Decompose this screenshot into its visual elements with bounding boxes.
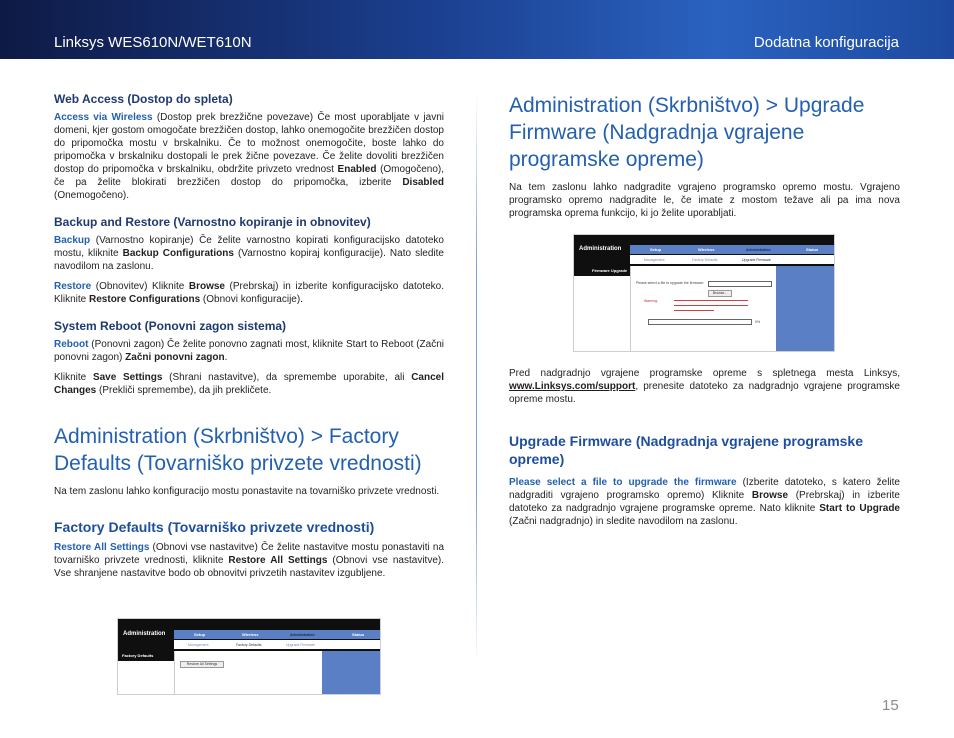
shot-tab-bar <box>174 630 381 639</box>
page-header <box>0 0 954 59</box>
backup-restore-heading: Backup and Restore (Varnostno kopiranje in obnovitev) <box>54 215 371 229</box>
upgrade-firmware-screenshot <box>573 234 835 352</box>
save-cancel-paragraph: Kliknite Save Settings (Shrani nastavitve), da spremembe uporabite, ali Cancel Changes (Prekliči spremembe), da jih prekličete. <box>54 372 444 396</box>
right-column-lower <box>509 367 900 528</box>
shot-warning: Warning: <box>644 299 658 303</box>
restore-term: Restore <box>54 281 92 292</box>
select-file-paragraph: Please select a file to upgrade the firmware (Izberite datoteko, s katero želite nadgraditi vgrajeno programsko opremo) Kliknite Browse (Prebrskaj) in izberite datoteko za nadgradnjo vgrajene programske opreme. Nato kliknite Start to Upgrade (Začni nadgradnjo) in sledite navodilom na zaslonu. <box>509 477 900 527</box>
pre-upgrade-paragraph: Pred nadgradnjo vgrajene programske opreme s spletnega mesta Linksys, www.Linksys.com/support, prenesite datoteko za nadgradnjo vgrajene programske opreme mostu. <box>509 368 900 405</box>
factory-defaults-subheading: Factory Defaults (Tovarniško privzete vrednosti) <box>54 519 375 535</box>
shot-subtab-factory: Factory Defaults <box>692 258 718 262</box>
shot-warning-line-2 <box>674 305 748 306</box>
reboot-term: Reboot <box>54 339 89 350</box>
shot-content <box>630 266 776 352</box>
shot-right-panel <box>776 266 835 352</box>
factory-intro: Na tem zaslonu lahko konfiguracijo mostu ponastavite na tovarniško privzete vrednosti. <box>54 486 440 497</box>
factory-defaults-title: Administration (Skrbništvo) > Factory Defaults (Tovarniško privzete vrednosti) <box>54 425 422 475</box>
select-file-term: Please select a file to upgrade the firmware <box>509 477 737 488</box>
shot-tab-status: Status <box>352 632 365 637</box>
shot-warning-line-1 <box>674 300 748 301</box>
restore-paragraph: Restore (Obnovitev) Kliknite Browse (Prebrskaj) in izberite konfiguracijsko datoteko. Kliknite Restore Configurations (Obnovi konfiguracije). <box>54 281 444 305</box>
shot-tab-setup: Setup <box>194 632 206 637</box>
shot-left-title: Factory Defaults <box>122 653 154 658</box>
right-column <box>509 92 900 220</box>
system-reboot-heading: System Reboot (Ponovni zagon sistema) <box>54 319 287 333</box>
shot-subtab-bar <box>174 640 381 649</box>
shot-content <box>174 651 322 695</box>
shot-tab-bar <box>630 245 835 254</box>
shot-tab-administration: Administration <box>746 248 771 252</box>
upgrade-intro: Na tem zaslonu lahko nadgradite vgrajeno programsko opremo mostu. Vgrajeno programsko opremo nadgradite le, če imate z mostom težave ali pa ima nova programska oprema funkcijo, ki jo želite uporabljati. <box>509 182 900 219</box>
shot-subtab-management: Management <box>188 643 209 647</box>
shot-file-field <box>708 281 772 287</box>
left-column <box>54 92 444 580</box>
shot-tab-status: Status <box>806 247 819 252</box>
header-product: Linksys WES610N/WET610N <box>54 34 252 51</box>
shot-tab-administration: Administration <box>290 633 315 637</box>
shot-subtab-upgrade: Upgrade Firmware <box>286 643 315 647</box>
shot-left-title: Firmware Upgrade <box>592 268 628 273</box>
shot-progress-bar <box>648 319 752 325</box>
backup-paragraph: Backup (Varnostno kopiranje) Če želite varnostno kopirati konfiguracijsko datoteko mostu, kliknite Backup Configurations (Varnostno kopiraj konfiguracije). Nato sledite navodilom na zaslonu. <box>54 235 444 272</box>
shot-tab-wireless: Wireless <box>242 632 259 637</box>
shot-admin-label: Administration <box>123 631 166 637</box>
factory-defaults-screenshot <box>117 618 381 695</box>
shot-tab-setup: Setup <box>650 247 662 252</box>
shot-admin-label: Administration <box>579 246 622 252</box>
header-section: Dodatna konfiguracija <box>753 34 899 51</box>
backup-term: Backup <box>54 235 91 246</box>
shot-subtab-upgrade: Upgrade Firmware <box>742 258 771 262</box>
shot-tab-wireless: Wireless <box>698 247 715 252</box>
shot-subtab-bar <box>630 255 835 264</box>
shot-progress-percent: 0% <box>755 320 761 324</box>
shot-browse-button: Browse... <box>708 290 732 297</box>
shot-subtab-management: Management <box>644 258 665 262</box>
upgrade-firmware-title: Administration (Skrbništvo) > Upgrade Firmware (Nadgradnja vgrajene programske opreme) <box>509 94 865 171</box>
reboot-paragraph: Reboot (Ponovni zagon) Če želite ponovno zagnati most, kliknite Start to Reboot (Začni ponovni zagon) Začni ponovni zagon. <box>54 339 444 363</box>
linksys-support-link[interactable]: www.Linksys.com/support <box>509 381 636 392</box>
restore-all-paragraph: Restore All Settings (Obnovi vse nastavitve) Če želite nastavitve mostu ponastaviti na tovarniško privzete vrednosti, kliknite Restore All Settings (Obnovi vse nastavitve). Vse shranjene nastavitve bodo ob obnovitvi privzetih nastavitev izgubljene. <box>54 542 445 579</box>
upgrade-firmware-subheading: Upgrade Firmware (Nadgradnja vgrajene programske opreme) <box>509 433 863 467</box>
shot-select-prompt: Please select a file to upgrade the firmware: <box>636 281 705 285</box>
restore-all-term: Restore All Settings <box>54 542 150 553</box>
web-access-paragraph: Access via Wireless (Dostop prek brezžične povezave) Če most uporabljate v javni domeni, kjer gostom omogočate brezžičen dostop, lahko onemogočite brezžičen dostop do pripomočka mostu v brskalniku. Če to možnost onemogočite, boste lahko do pripomočka v brskalniku dostopali le prek žične povezave. Če želite dovoliti brezžičen dostop do pripomočka v brskalniku, obdržite privzeto vrednost Enabled (Omogočeno), če pa želite blokirati brezžičen dostop do pripomočka, izberite Disabled (Onemogočeno). <box>54 112 444 201</box>
access-via-wireless-term: Access via Wireless <box>54 112 153 123</box>
shot-restore-all-button: Restore All Settings <box>180 661 224 668</box>
column-divider <box>476 92 477 668</box>
shot-subtab-factory: Factory Defaults <box>236 643 262 647</box>
shot-right-panel <box>322 651 381 695</box>
page-number: 15 <box>882 697 899 714</box>
shot-warning-line-3 <box>674 310 714 311</box>
web-access-heading: Web Access (Dostop do spleta) <box>54 92 233 106</box>
